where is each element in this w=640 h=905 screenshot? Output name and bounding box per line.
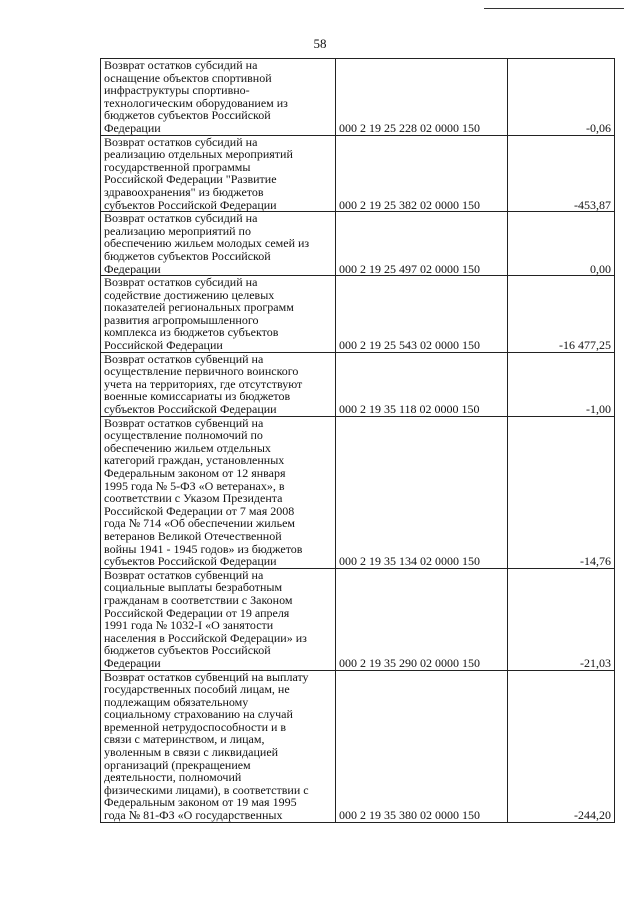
table-row bbox=[101, 59, 615, 136]
row-description: Возврат остатков субвенций на выплату государственных пособий лицам, не подлежащим обязательному социальному страхованию на случай временной нетрудоспособности и в связи с материнством, и лицам, уволенным в связи с ликвидацией организаций (прекращением деятельности, полномочий физическими лицами), в соответствии с Федеральным законом от 19 мая 1995 года № 81-ФЗ «О государственных bbox=[101, 670, 336, 822]
row-amount: -1,00 bbox=[508, 352, 615, 416]
row-description: Возврат остатков субсидий на оснащение объектов спортивной инфраструктуры спортивно- технологическим оборудованием из бюджетов субъектов Российской Федерации bbox=[101, 59, 336, 136]
table-row bbox=[101, 135, 615, 212]
row-description: Возврат остатков субвенций на осуществление первичного воинского учета на территориях, где отсутствуют военные комиссариаты из бюджетов субъектов Российской Федерации bbox=[101, 352, 336, 416]
row-amount: -14,76 bbox=[508, 416, 615, 568]
row-amount: -453,87 bbox=[508, 135, 615, 212]
row-description: Возврат остатков субвенций на социальные выплаты безработным гражданам в соответствии с Законом Российской Федерации от 19 апреля 1991 года № 1032-I «О занятости населения в Российской Федерации» из бюджетов субъектов Российской Федерации bbox=[101, 568, 336, 670]
row-description: Возврат остатков субсидий на реализацию отдельных мероприятий государственной программы Российской Федерации "Развитие здравоохранения" из бюджетов субъектов Российской Федерации bbox=[101, 135, 336, 212]
table-row bbox=[101, 670, 615, 822]
budget-table bbox=[100, 58, 615, 823]
row-amount: -244,20 bbox=[508, 670, 615, 822]
page-number: 58 bbox=[313, 36, 327, 51]
row-code: 000 2 19 35 380 02 0000 150 bbox=[336, 670, 508, 822]
row-amount: -16 477,25 bbox=[508, 276, 615, 353]
row-description: Возврат остатков субсидий на реализацию мероприятий по обеспечению жильем молодых семей из бюджетов субъектов Российской Федерации bbox=[101, 212, 336, 276]
table-row bbox=[101, 416, 615, 568]
row-code: 000 2 19 35 290 02 0000 150 bbox=[336, 568, 508, 670]
row-amount: -21,03 bbox=[508, 568, 615, 670]
row-code: 000 2 19 35 118 02 0000 150 bbox=[336, 352, 508, 416]
row-code: 000 2 19 25 497 02 0000 150 bbox=[336, 212, 508, 276]
row-amount: -0,06 bbox=[508, 59, 615, 136]
table-row bbox=[101, 568, 615, 670]
row-code: 000 2 19 25 382 02 0000 150 bbox=[336, 135, 508, 212]
table-row bbox=[101, 276, 615, 353]
top-rule bbox=[484, 8, 624, 9]
row-code: 000 2 19 35 134 02 0000 150 bbox=[336, 416, 508, 568]
row-description: Возврат остатков субвенций на осуществление полномочий по обеспечению жильем отдельных категорий граждан, установленных Федеральным законом от 12 января 1995 года № 5-ФЗ «О ветеранах», в соответствии с Указом Президента Российской Федерации от 7 мая 2008 года № 714 «Об обеспечении жильем ветеранов Великой Отечественной войны 1941 - 1945 годов» из бюджетов субъектов Российской Федерации bbox=[101, 416, 336, 568]
table-row bbox=[101, 352, 615, 416]
row-code: 000 2 19 25 543 02 0000 150 bbox=[336, 276, 508, 353]
row-code: 000 2 19 25 228 02 0000 150 bbox=[336, 59, 508, 136]
row-amount: 0,00 bbox=[508, 212, 615, 276]
row-description: Возврат остатков субсидий на содействие достижению целевых показателей региональных программ развития агропромышленного комплекса из бюджетов субъектов Российской Федерации bbox=[101, 276, 336, 353]
table-row bbox=[101, 212, 615, 276]
